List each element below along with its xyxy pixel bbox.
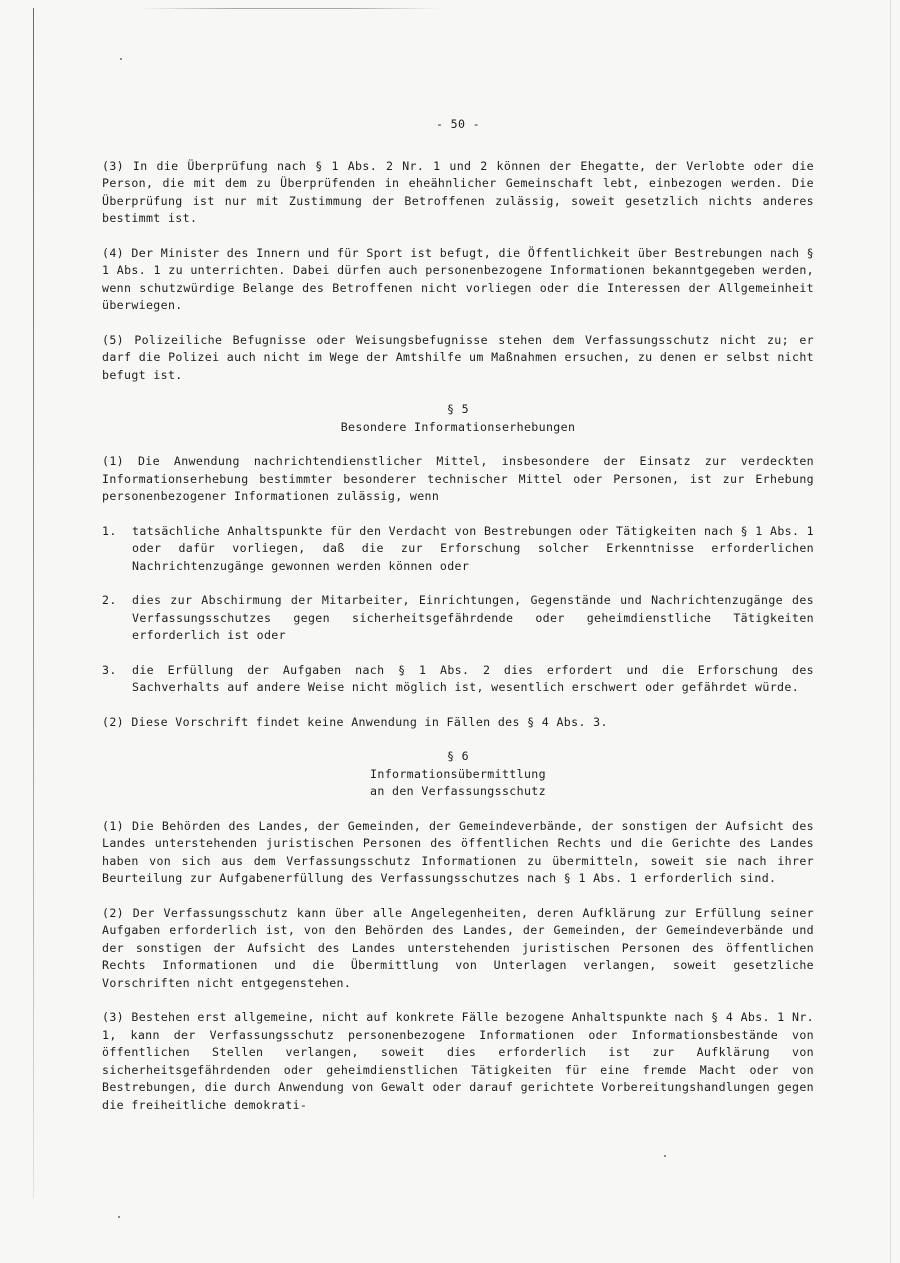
paragraph-5-polizeiliche-befugnisse: (5) Polizeiliche Befugnisse oder Weisungsbefugnisse stehen dem Verfassungsschutz nicht zu; er darf die Polizei auch nicht im Wege der Amtshilfe um Maßnahmen ersuchen, zu denen er selbst nicht befugt ist. xyxy=(102,332,814,382)
scan-speck xyxy=(118,1216,120,1218)
list-item xyxy=(102,523,814,576)
list-item-number: 3. xyxy=(102,662,117,677)
document-page xyxy=(102,116,814,1131)
paragraph-2-keine-anwendung: (2) Diese Vorschrift findet keine Anwendung in Fällen des § 4 Abs. 3. xyxy=(102,714,608,729)
section-6-heading xyxy=(102,748,814,801)
list-item xyxy=(102,662,814,697)
list-item xyxy=(102,592,814,645)
paragraph-3-ueberpruefung: (3) In die Überprüfung nach § 1 Abs. 2 Nr. 1 und 2 können der Ehegatte, der Verlobte oder die Person, die mit dem zu Überprüfenden in eheähnlicher Gemeinschaft lebt, einbezogen werden. Die Überprüfung ist nur mit Zustimmung der Betroffenen zulässig, soweit gesetzlich nichts anderes bestimmt ist. xyxy=(102,158,814,225)
list-item-text: dies zur Abschirmung der Mitarbeiter, Einrichtungen, Gegenstände und Nachrichtenzugänge des Verfassungsschutzes gegen sicherheitsgefährdende oder geheimdienstliche Tätigkeiten erforderlich ist oder xyxy=(132,593,814,642)
scan-edge-left xyxy=(33,8,34,1198)
scan-edge-right xyxy=(890,0,891,1263)
scan-edge-top xyxy=(140,8,440,9)
list-item-text: tatsächliche Anhaltspunkte für den Verdacht von Bestrebungen oder Tätigkeiten nach § 1 Abs. 1 oder dafür vorliegen, daß die zur Erforschung solcher Erkenntnisse erforderlichen Nachrichtenzugänge gewonnen werden können oder xyxy=(132,523,814,573)
section-number: § 6 xyxy=(447,749,469,763)
scan-speck xyxy=(120,58,122,60)
paragraph-3-allgemeine-anhaltspunkte: (3) Bestehen erst allgemeine, nicht auf konkrete Fälle bezogene Anhaltspunkte nach § 4 Abs. 1 Nr. 1, kann der Verfassungsschutz personenbezogene Informationen oder Informationsbestände von öffentlichen Stellen verlangen, soweit dies erforderlich ist zur Aufklärung von sicherheitsgefährdenden oder geheimdienstlichen Tätigkeiten für eine fremde Macht oder von Bestrebungen, die durch Anwendung von Gewalt oder darauf gerichtete Vorbereitungshandlungen gegen die freiheitliche demokrati- xyxy=(102,1010,814,1112)
list-item-number: 2. xyxy=(102,593,117,607)
list-item-text: die Erfüllung der Aufgaben nach § 1 Abs. 2 dies erfordert und die Erforschung des Sachverhalts auf andere Weise nicht möglich ist, wesentlich erschwert oder gefährdet würde. xyxy=(132,662,814,694)
section-title-continued: an den Verfassungsschutz xyxy=(370,784,546,798)
paragraph-1-behoerden: (1) Die Behörden des Landes, der Gemeinden, der Gemeindeverbände, der sonstigen der Aufsicht des Landes unterstehenden juristischen Personen des öffentlichen Rechts und die Gerichte des Landes haben von sich aus dem Verfassungsschutz Informationen zu übermitteln, soweit sie nach ihrer Beurteilung zur Aufgabenerfüllung des Verfassungsschutzes nach § 1 Abs. 1 erforderlich sind. xyxy=(102,818,814,885)
section-title: Besondere Informationserhebungen xyxy=(340,419,576,434)
paragraph-2-auskunft: (2) Der Verfassungsschutz kann über alle Angelegenheiten, deren Aufklärung zur Erfüllung seiner Aufgaben erforderlich ist, von den Behörden des Landes, der Gemeinden, der Gemeindeverbände und der sonstigen der Aufsicht des Landes unterstehenden juristischen Personen des öffentlichen Rechts Informationen und die Übermittlung von Unterlagen verlangen, soweit gesetzliche Vorschriften nicht entgegenstehen. xyxy=(102,905,814,990)
paragraph-1-nachrichtendienstliche-mittel: (1) Die Anwendung nachrichtendienstlicher Mittel, insbesondere der Einsatz zur verdeckten Informationserhebung bestimmter besonderer technischer Mittel oder Personen, ist zur Erhebung personenbezogener Informationen zulässig, wenn xyxy=(102,454,814,503)
list-item-number: 1. xyxy=(102,523,117,538)
section-5-heading xyxy=(102,401,814,436)
scan-speck xyxy=(664,1155,666,1157)
page-number: - 50 - xyxy=(436,117,480,131)
section-title: Informationsübermittlung xyxy=(370,766,546,781)
section-number: § 5 xyxy=(447,402,469,416)
paragraph-4-oeffentlichkeit: (4) Der Minister des Innern und für Sport ist befugt, die Öffentlichkeit über Bestrebungen nach § 1 Abs. 1 zu unterrichten. Dabei dürfen auch personenbezogene Informationen bekanntgegeben werden, wenn schutzwürdige Belange des Betroffenen nicht vorliegen oder die Interessen der Allgemeinheit überwiegen. xyxy=(102,245,814,312)
